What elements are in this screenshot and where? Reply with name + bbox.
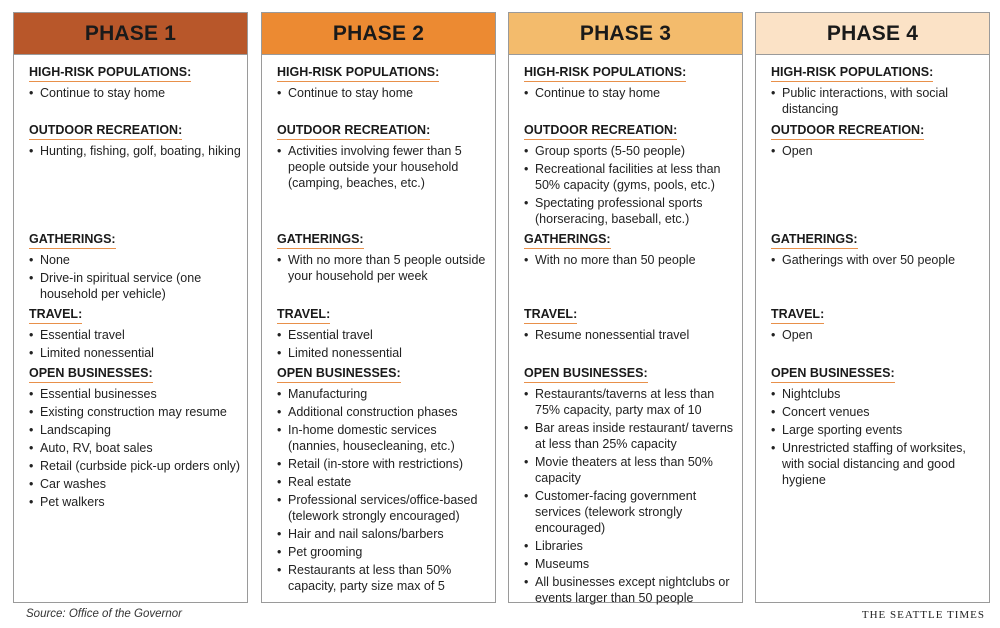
list-item: • Landscaping: [29, 422, 241, 438]
source-note: Source: Office of the Governor: [26, 608, 182, 620]
list-item: • Auto, RV, boat sales: [29, 440, 241, 456]
bullet-list: [277, 327, 489, 361]
section-title: OPEN BUSINESSES:: [524, 366, 648, 383]
list-item: • Activities involving fewer than 5 people outside your household (camping, beaches, etc.): [277, 143, 489, 191]
section-outdoor-recreation: [277, 119, 489, 193]
section-title: GATHERINGS:: [524, 232, 611, 249]
list-item: • With no more than 50 people: [524, 252, 736, 268]
list-item: • Recreational facilities at less than 50% capacity (gyms, pools, etc.): [524, 161, 736, 193]
section-open-businesses: [771, 362, 983, 490]
list-item: • Resume nonessential travel: [524, 327, 736, 343]
phase-column-4: [755, 12, 990, 603]
section-title: TRAVEL:: [524, 307, 577, 324]
bullet-list: [771, 327, 983, 343]
bullet-list: [524, 143, 736, 227]
list-item: • Limited nonessential: [29, 345, 241, 361]
section-title: GATHERINGS:: [29, 232, 116, 249]
section-outdoor-recreation: [524, 119, 736, 229]
list-item: • Gatherings with over 50 people: [771, 252, 983, 268]
bullet-list: [771, 386, 983, 488]
bullet-list: [771, 252, 983, 268]
section-high-risk-populations: [277, 61, 489, 103]
section-high-risk-populations: [771, 61, 983, 119]
list-item: • Nightclubs: [771, 386, 983, 402]
phase-header: PHASE 3: [509, 13, 742, 55]
section-title: HIGH-RISK POPULATIONS:: [29, 65, 191, 82]
list-item: • Spectating professional sports (horseracing, baseball, etc.): [524, 195, 736, 227]
section-travel: [29, 303, 241, 363]
bullet-list: [29, 85, 241, 101]
list-item: • Professional services/office-based (telework strongly encouraged): [277, 492, 489, 524]
list-item: • Continue to stay home: [29, 85, 241, 101]
list-item: • Open: [771, 143, 983, 159]
phase-header: PHASE 4: [756, 13, 989, 55]
list-item: • Bar areas inside restaurant/ taverns at less than 25% capacity: [524, 420, 736, 452]
list-item: • Essential businesses: [29, 386, 241, 402]
bullet-list: [524, 85, 736, 101]
list-item: • Pet walkers: [29, 494, 241, 510]
list-item: • Public interactions, with social distancing: [771, 85, 983, 117]
bullet-list: [29, 252, 241, 302]
bullet-list: [277, 386, 489, 594]
list-item: • Drive-in spiritual service (one household per vehicle): [29, 270, 241, 302]
list-item: • Hair and nail salons/barbers: [277, 526, 489, 542]
list-item: • Large sporting events: [771, 422, 983, 438]
section-open-businesses: [277, 362, 489, 596]
list-item: • Museums: [524, 556, 736, 572]
list-item: • Limited nonessential: [277, 345, 489, 361]
list-item: • Continue to stay home: [277, 85, 489, 101]
list-item: • Continue to stay home: [524, 85, 736, 101]
phase-column-1: [13, 12, 248, 603]
section-title: TRAVEL:: [29, 307, 82, 324]
section-title: GATHERINGS:: [771, 232, 858, 249]
section-title: HIGH-RISK POPULATIONS:: [771, 65, 933, 82]
section-title: OUTDOOR RECREATION:: [771, 123, 924, 140]
list-item: • Car washes: [29, 476, 241, 492]
bullet-list: [277, 143, 489, 191]
bullet-list: [524, 327, 736, 343]
publisher-logo: THE SEATTLE TIMES: [861, 609, 985, 621]
section-open-businesses: [524, 362, 736, 608]
bullet-list: [771, 85, 983, 117]
phase-column-2: [261, 12, 496, 603]
bullet-list: [771, 143, 983, 159]
list-item: • Group sports (5-50 people): [524, 143, 736, 159]
list-item: • Manufacturing: [277, 386, 489, 402]
section-title: HIGH-RISK POPULATIONS:: [524, 65, 686, 82]
section-outdoor-recreation: [771, 119, 983, 161]
section-open-businesses: [29, 362, 241, 512]
phase-column-3: [508, 12, 743, 603]
bullet-list: [277, 252, 489, 284]
section-title: OPEN BUSINESSES:: [771, 366, 895, 383]
phase-header: PHASE 1: [14, 13, 247, 55]
list-item: • Additional construction phases: [277, 404, 489, 420]
list-item: • Existing construction may resume: [29, 404, 241, 420]
section-title: GATHERINGS:: [277, 232, 364, 249]
list-item: • Real estate: [277, 474, 489, 490]
section-gatherings: [771, 228, 983, 270]
section-gatherings: [524, 228, 736, 270]
bullet-list: [524, 386, 736, 606]
list-item: • Restaurants at less than 50% capacity, party size max of 5: [277, 562, 489, 594]
list-item: • Retail (curbside pick-up orders only): [29, 458, 241, 474]
bullet-list: [524, 252, 736, 268]
bullet-list: [277, 85, 489, 101]
list-item: • With no more than 5 people outside your household per week: [277, 252, 489, 284]
section-travel: [524, 303, 736, 345]
section-gatherings: [29, 228, 241, 304]
section-title: HIGH-RISK POPULATIONS:: [277, 65, 439, 82]
list-item: • None: [29, 252, 241, 268]
section-title: OPEN BUSINESSES:: [277, 366, 401, 383]
section-outdoor-recreation: [29, 119, 241, 161]
list-item: • Pet grooming: [277, 544, 489, 560]
list-item: • In-home domestic services (nannies, housecleaning, etc.): [277, 422, 489, 454]
list-item: • Concert venues: [771, 404, 983, 420]
section-title: OUTDOOR RECREATION:: [29, 123, 182, 140]
section-travel: [277, 303, 489, 363]
phase-header: PHASE 2: [262, 13, 495, 55]
list-item: • Customer-facing government services (telework strongly encouraged): [524, 488, 736, 536]
section-travel: [771, 303, 983, 345]
list-item: • Hunting, fishing, golf, boating, hiking: [29, 143, 241, 159]
bullet-list: [29, 327, 241, 361]
bullet-list: [29, 386, 241, 510]
section-title: OUTDOOR RECREATION:: [277, 123, 430, 140]
list-item: • Essential travel: [29, 327, 241, 343]
list-item: • Unrestricted staffing of worksites, with social distancing and good hygiene: [771, 440, 983, 488]
list-item: • Open: [771, 327, 983, 343]
bullet-list: [29, 143, 241, 159]
list-item: • Movie theaters at less than 50% capacity: [524, 454, 736, 486]
section-gatherings: [277, 228, 489, 286]
section-title: OUTDOOR RECREATION:: [524, 123, 677, 140]
list-item: • Libraries: [524, 538, 736, 554]
list-item: • Essential travel: [277, 327, 489, 343]
section-high-risk-populations: [524, 61, 736, 103]
list-item: • All businesses except nightclubs or events larger than 50 people: [524, 574, 736, 606]
section-title: TRAVEL:: [277, 307, 330, 324]
section-title: TRAVEL:: [771, 307, 824, 324]
list-item: • Retail (in-store with restrictions): [277, 456, 489, 472]
list-item: • Restaurants/taverns at less than 75% capacity, party max of 10: [524, 386, 736, 418]
section-high-risk-populations: [29, 61, 241, 103]
section-title: OPEN BUSINESSES:: [29, 366, 153, 383]
